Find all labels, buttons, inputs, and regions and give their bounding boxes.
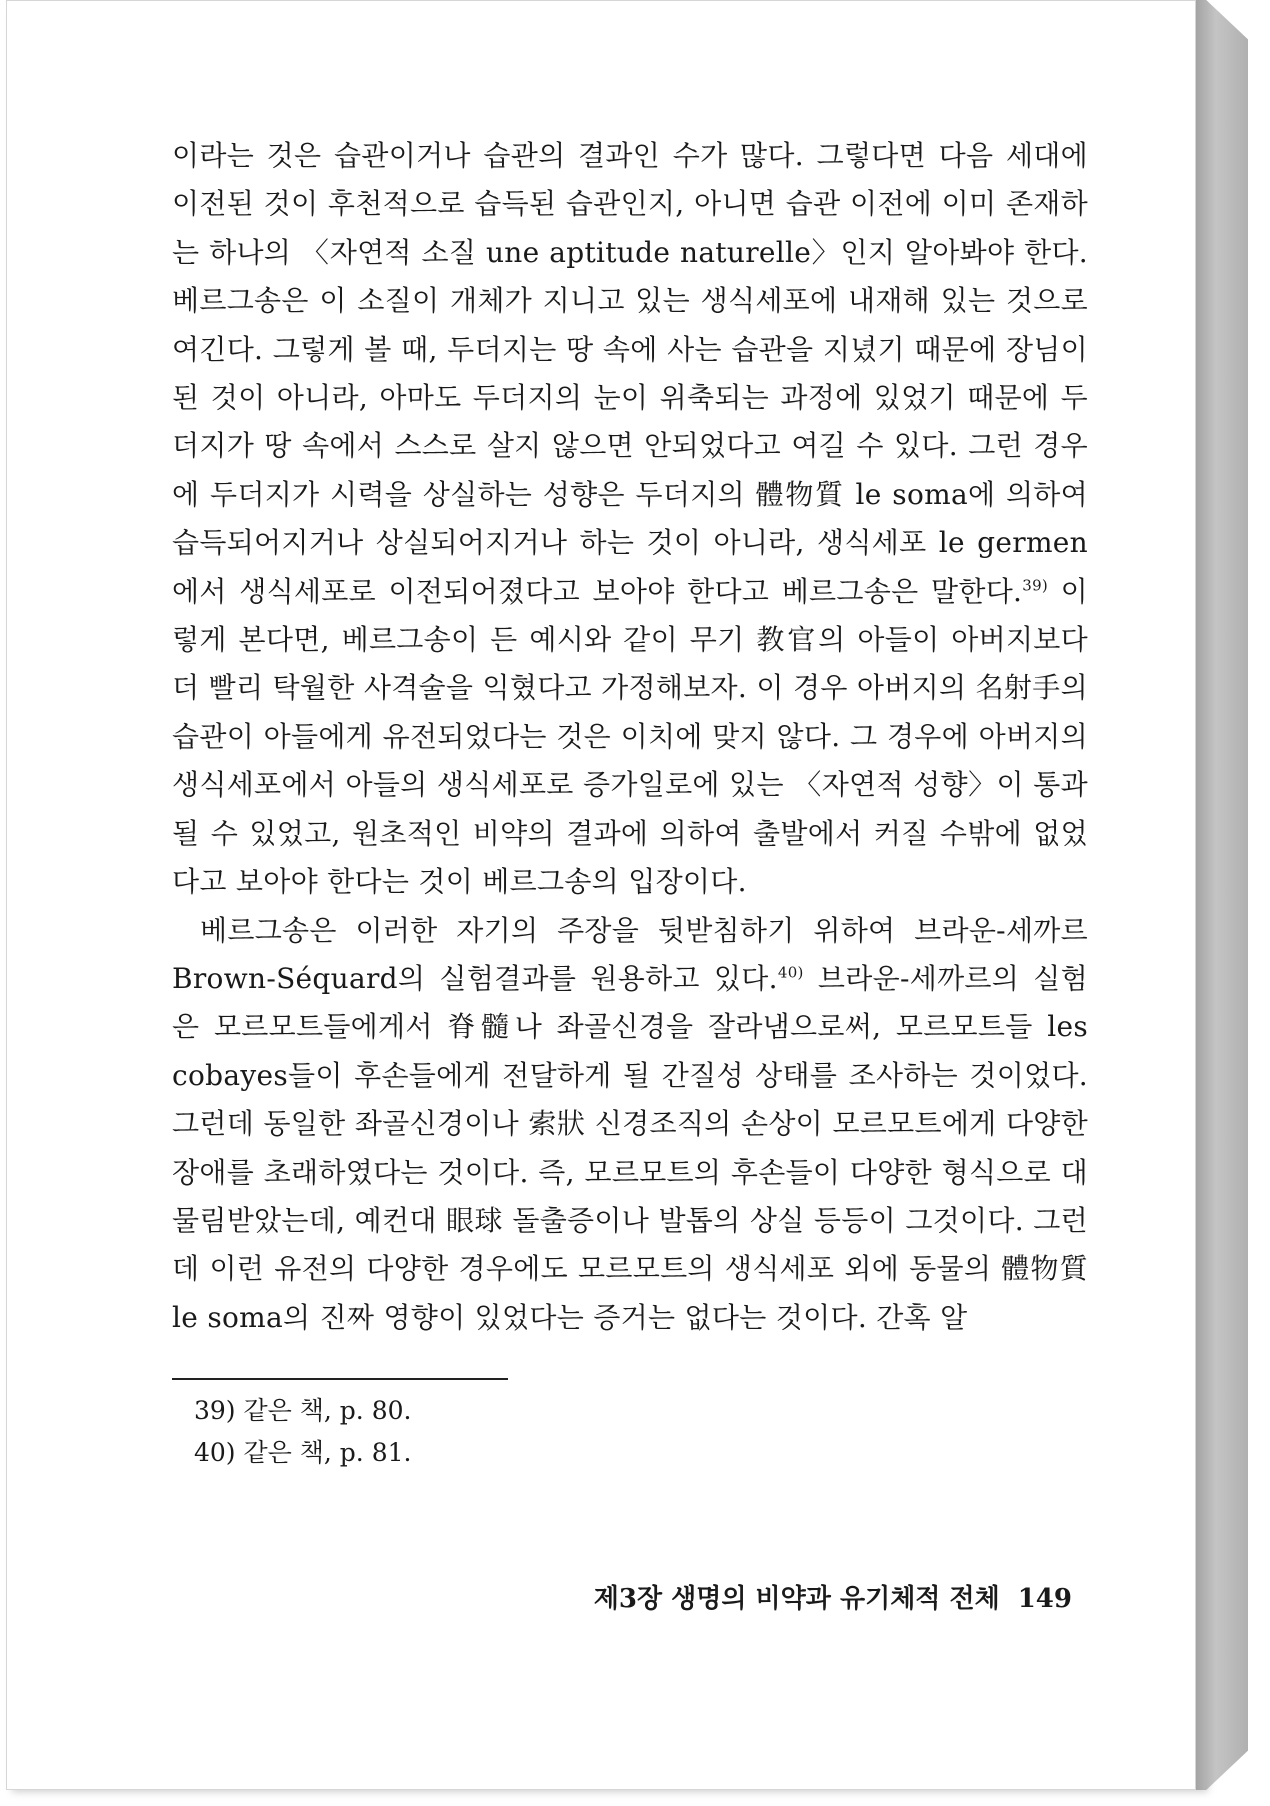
paragraph-1-text-b: 이렇게 본다면, 베르그송이 든 예시와 같이 무기 教官의 아들이 아버지보다 더 빨리 탁월한 사격술을 익혔다고 가정해보자. 이 경우 아버지의 名射手의 습관이 아들에게 유전되었다는 것은 이치에 맞지 않다. 그 경우에 아버지의 생식세포에서 아들의 생식세포로 증가일로에 있는 〈자연적 성향〉이 통과될 수 있었고, 원초적인 비약의 결과에 의하여 출발에서 커질 수밖에 없었다고 보아야 한다는 것이 베르그송의 입장이다. <box>172 574 1088 899</box>
body-paragraph-2 <box>172 907 1088 1343</box>
paragraph-2-text-a: 베르그송은 이러한 자기의 주장을 뒷받침하기 위하여 브라운-세까르 Brown-Séquard의 실험결과를 원용하고 있다. <box>172 913 1088 995</box>
footnote-40: 40) 같은 책, p. 81. <box>194 1438 412 1468</box>
footnote-ref-40: 40) <box>777 963 804 982</box>
body-paragraph-1 <box>172 132 1088 907</box>
footnote-39: 39) 같은 책, p. 80. <box>194 1396 412 1426</box>
book-page-edge <box>1190 0 1248 1790</box>
paragraph-1-text-a: 이라는 것은 습관이거나 습관의 결과인 수가 많다. 그렇다면 다음 세대에 이전된 것이 후천적으로 습득된 습관인지, 아니면 습관 이전에 이미 존재하는 하나의 〈자연적 소질 une aptitude naturelle〉인지 알아봐야 한다. 베르그송은 이 소질이 개체가 지니고 있는 생식세포에 내재해 있는 것으로 여긴다. 그렇게 볼 때, 두더지는 땅 속에 사는 습관을 지녔기 때문에 장님이 된 것이 아니라, 아마도 두더지의 눈이 위축되는 과정에 있었기 때문에 두더지가 땅 속에서 스스로 살지 않으면 안되었다고 여길 수 있다. 그런 경우에 두더지가 시력을 상실하는 성향은 두더지의 體物質 le soma에 의하여 습득되어지거나 상실되어지거나 하는 것이 아니라, 생식세포 le germen에서 생식세포로 이전되어졌다고 보아야 한다고 베르그송은 말한다. <box>172 139 1088 608</box>
chapter-title: 제3장 생명의 비약과 유기체적 전체 <box>593 1584 1000 1614</box>
footnote-ref-39: 39) <box>1022 576 1049 595</box>
running-footer <box>172 1578 1072 1615</box>
page-body <box>172 132 1088 1474</box>
paragraph-2-text-b: 브라운-세까르의 실험은 모르모트들에게서 脊髓나 좌골신경을 잘라냄으로써, 모르모트들 les cobayes들이 후손들에게 전달하게 될 간질성 상태를 조사하는 것이었다. 그런데 동일한 좌골신경이나 索狀 신경조직의 손상이 모르모트에게 다양한 장애를 초래하였다는 것이다. 즉, 모르모트의 후손들이 다양한 형식으로 대물림받았는데, 예컨대 眼球 돌출증이나 발톱의 상실 등등이 그것이다. 그런데 이런 유전의 다양한 경우에도 모르모트의 생식세포 외에 동물의 體物質 le soma의 진짜 영향이 있었다는 증거는 없다는 것이다. 간혹 알 <box>172 961 1089 1334</box>
footnote-divider <box>172 1378 508 1380</box>
page-number: 149 <box>1017 1584 1072 1614</box>
